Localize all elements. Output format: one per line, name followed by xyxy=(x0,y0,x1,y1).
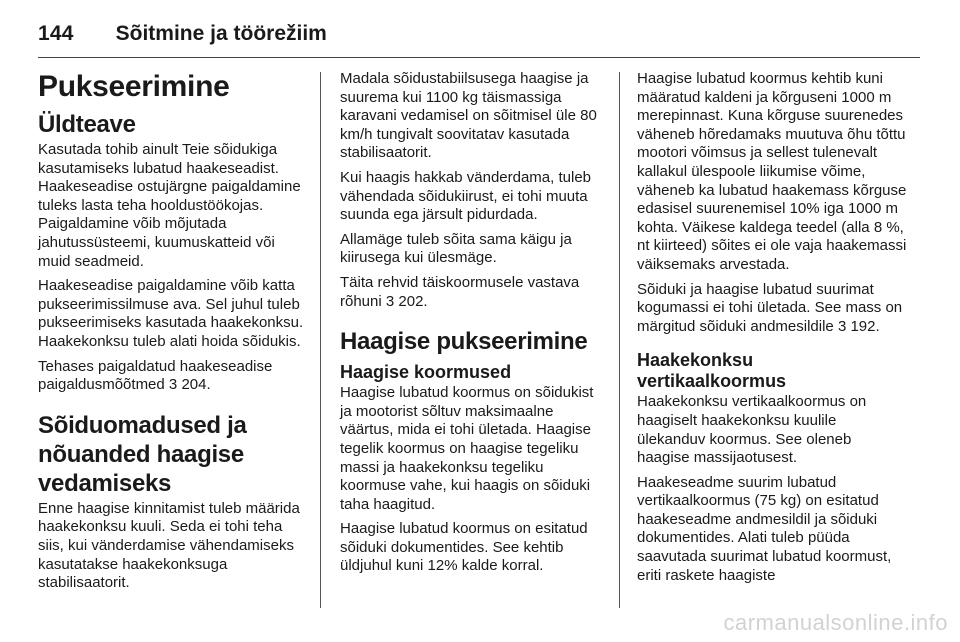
page-number: 144 xyxy=(38,22,74,45)
reference-arrow-icon: 3 xyxy=(837,317,847,335)
page-reference[interactable] xyxy=(386,293,428,310)
header-divider xyxy=(38,57,920,58)
column-divider-2 xyxy=(619,72,620,608)
watermark: carmanualsonline.info xyxy=(723,610,948,635)
paragraph: Allamäge tuleb sõita sama käigu ja kiirusega kui ülesmäge. xyxy=(340,230,572,267)
paragraph-text: Sõiduki ja haagise lubatud suurimat kogumassi ei tohi ületada. See mass on märgitud sõiduki andmesildile xyxy=(637,280,903,335)
page-reference[interactable] xyxy=(169,376,211,393)
heading-driving: Sõiduomadused ja nõuanded haagise vedamiseks xyxy=(38,411,247,497)
heading-general: Üldteave xyxy=(38,111,136,138)
reference-page: 192. xyxy=(850,317,880,335)
column-3 xyxy=(637,70,907,591)
heading-vertical-load: Haakekonksu vertikaalkoormus xyxy=(637,350,787,392)
heading-loads: Haagise koormused xyxy=(340,362,512,383)
paragraph: Haagise lubatud koormus on esitatud sõiduki dokumentides. See kehtib üldjuhul kuni 12% kalde korral. xyxy=(340,520,588,575)
paragraph: Kasutada tohib ainult Teie sõidukiga kasutamiseks lubatud haakeseadist. Haakeseadise ostujärgne paigaldamine tuleks lasta teha hooldustöökojas. Paigaldamine võib mõjutada jahutussüsteemi, kuumuskatteid või muid seadmeid. xyxy=(38,141,301,270)
reference-arrow-icon: 3 xyxy=(168,376,178,394)
paragraph: Haakeseadme suurim lubatud vertikaalkoormus (75 kg) on esitatud haakeseadme andmesildil ja sõiduki dokumentides. Alati tuleb püüda saavutada suurimat lubatud koormust, eriti raskete haagiste xyxy=(637,473,892,584)
paragraph: Madala sõidustabiilsusega haagise ja suurema kui 1100 kg täismassiga karavani vedamisel on sõitmisel üle 80 km/h tungivalt soovitatav kasutada stabilisaatorit. xyxy=(340,70,597,162)
paragraph-text: Tehases paigaldatud haakeseadise paigaldusmõõtmed xyxy=(38,357,273,394)
paragraph: Haakekonksu vertikaalkoormus on haagiselt haakekonksu kuulile ülekanduv koormus. See oleneb haagise massijaotusest. xyxy=(637,393,867,467)
section-title: Pukseerimine xyxy=(38,70,230,103)
paragraph xyxy=(637,281,907,337)
reference-arrow-icon: 3 xyxy=(385,292,395,310)
column-2 xyxy=(340,70,606,582)
paragraph: Haakeseadise paigaldamine võib katta pukseerimissilmuse ava. Sel juhul tuleb pukseerimiseks kasutada haakekonksu. Haakekonksu tuleb alati hoida sõidukis. xyxy=(38,277,304,350)
page-reference[interactable] xyxy=(838,318,880,335)
paragraph: Haagise lubatud koormus kehtib kuni määratud kaldeni ja kõrguseni 1000 m merepinnast. Kuna kõrguse suurenedes väheneb hõredamaks muutuva õhu tõttu mootori võimsus ja sellest tulenevalt kallakul ülespoole liikumise võime, väheneb ka lubatud haakemass kõrguse edasisel suurenemisel 10% iga 1000 m kohta. Väikese kaldega teedel (alla 8 %, nt kiirteed) sõites ei ole vaja haakemassi väiksemaks arvestada. xyxy=(637,70,907,273)
paragraph-text: Täita rehvid täiskoormusele vastava rõhuni xyxy=(340,273,580,310)
paragraph: Haagise lubatud koormus on sõidukist ja mootorist sõltuv maksimaalne väärtus, mida ei tohi ületada. Haagise tegelik koormus on haagise tegeliku massi ja haakekonksu tegeliku koormuse vahe, kui haagis on sõiduki taha haagitud. xyxy=(340,384,594,513)
reference-page: 204. xyxy=(181,376,211,394)
paragraph: Kui haagis hakkab vänderdama, tuleb vähendada sõidukiirust, ei tohi muuta suunda ega järsult pidurdada. xyxy=(340,168,592,224)
paragraph xyxy=(38,358,304,395)
chapter-title: Sõitmine ja töörežiim xyxy=(115,22,327,45)
paragraph xyxy=(340,274,606,311)
heading-trailer: Haagise pukseerimine xyxy=(340,328,588,356)
column-1 xyxy=(38,70,304,599)
reference-page: 202. xyxy=(398,292,428,310)
paragraph: Enne haagise kinnitamist tuleb määrida haakekonksu kuuli. Seda ei tohi teha siis, kui vänderdamise vähendamiseks kasutatakse haakekonksuga stabilisaatorit. xyxy=(38,499,300,592)
page-header xyxy=(38,22,327,48)
column-divider-1 xyxy=(320,72,321,608)
